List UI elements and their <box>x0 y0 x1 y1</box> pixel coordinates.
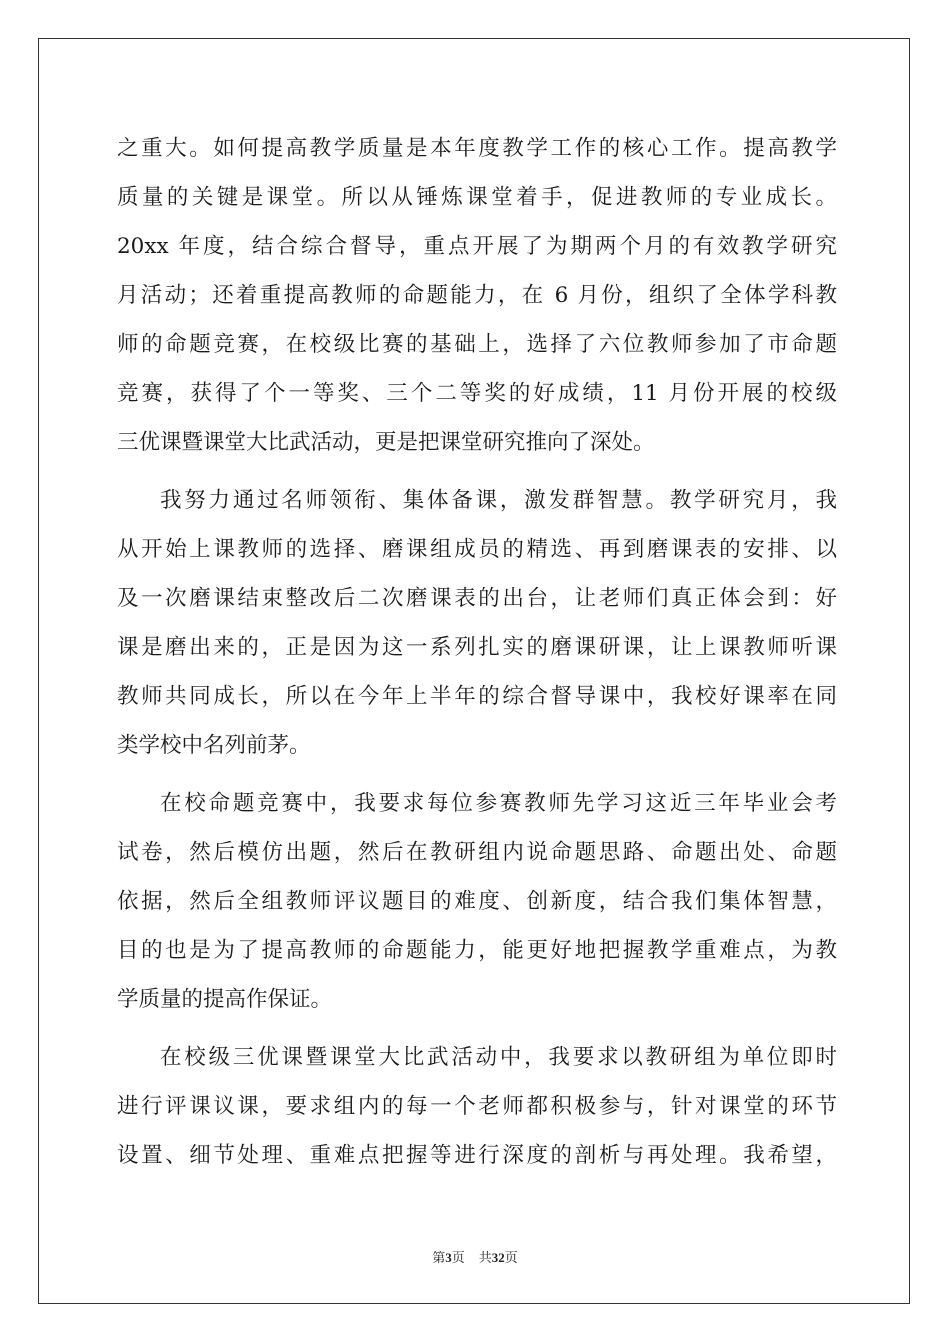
text-line: 师的命题竞赛，在校级比赛的基础上，选择了六位教师参加了市命题 <box>117 332 837 357</box>
page-current: 3 <box>445 1250 452 1265</box>
page-footer <box>0 1247 950 1266</box>
text-line: 竞赛，获得了个一等奖、三个二等奖的好成绩，11 月份开展的校级 <box>117 381 837 406</box>
paragraph-3 <box>117 779 837 1024</box>
page-suffix: 页 <box>451 1250 465 1265</box>
text-line: 类学校中名列前茅。 <box>117 733 311 758</box>
paragraph-4 <box>117 1033 837 1180</box>
total-prefix: 共 <box>478 1250 492 1265</box>
text-line: 试卷，然后模仿出题，然后在教研组内说命题思路、命题出处、命题 <box>117 840 837 865</box>
text-line: 学质量的提高作保证。 <box>117 987 333 1012</box>
text-line: 在校级三优课暨课堂大比武活动中，我要求以教研组为单位即时 <box>160 1045 837 1070</box>
text-line: 在校命题竞赛中，我要求每位参赛教师先学习这近三年毕业会考 <box>160 791 837 816</box>
text-line: 进行评课议课，要求组内的每一个老师都积极参与，针对课堂的环节 <box>117 1094 837 1119</box>
page-prefix: 第 <box>432 1250 446 1265</box>
paragraph-2 <box>117 476 837 770</box>
text-line: 依据，然后全组教师评议题目的难度、创新度，结合我们集体智慧， <box>117 889 837 914</box>
text-line: 质量的关键是课堂。所以从锤炼课堂着手，促进教师的专业成长。 <box>117 185 837 210</box>
text-line: 及一次磨课结束整改后二次磨课表的出台，让老师们真正体会到：好 <box>117 586 837 611</box>
document-body <box>117 124 837 1180</box>
text-line: 20xx 年度，结合综合督导，重点开展了为期两个月的有效教学研究 <box>117 234 837 259</box>
text-line: 之重大。如何提高教学质量是本年度教学工作的核心工作。提高教学 <box>117 136 837 161</box>
text-line: 月活动；还着重提高教师的命题能力，在 6 月份，组织了全体学科教 <box>117 283 837 308</box>
page-total: 32 <box>491 1250 505 1265</box>
total-suffix: 页 <box>504 1250 518 1265</box>
text-line: 课是磨出来的，正是因为这一系列扎实的磨课研课，让上课教师听课 <box>117 635 837 660</box>
text-line: 教师共同成长，所以在今年上半年的综合督导课中，我校好课率在同 <box>117 684 837 709</box>
text-line: 我努力通过名师领衔、集体备课，激发群智慧。教学研究月，我 <box>160 488 837 513</box>
text-line: 从开始上课教师的选择、磨课组成员的精选、再到磨课表的安排、以 <box>117 537 837 562</box>
text-line: 三优课暨课堂大比武活动，更是把课堂研究推向了深处。 <box>117 430 655 455</box>
text-line: 目的也是为了提高教师的命题能力，能更好地把握教学重难点，为教 <box>117 938 837 963</box>
paragraph-1 <box>117 124 837 467</box>
text-line: 设置、细节处理、重难点把握等进行深度的剖析与再处理。我希望， <box>117 1143 837 1168</box>
